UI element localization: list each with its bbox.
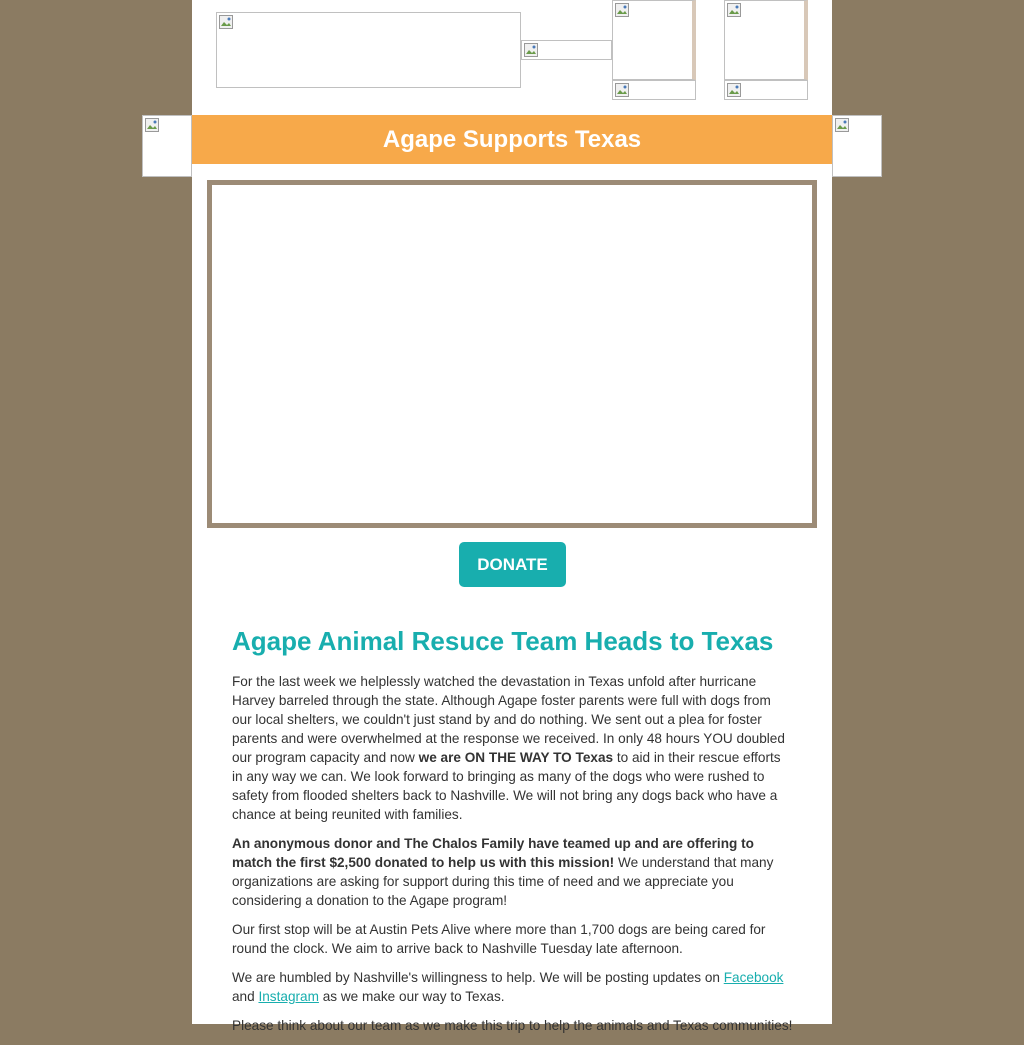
article-paragraph-3: Our first stop will be at Austin Pets Alive where more than 1,700 dogs are being cared for round the clock. We aim to arrive back to Nashville Tuesday late afternoon. bbox=[232, 922, 766, 956]
facebook-link[interactable]: Facebook bbox=[723, 970, 784, 985]
broken-image-icon bbox=[145, 118, 159, 132]
video-embed[interactable] bbox=[207, 180, 817, 528]
broken-image-icon bbox=[615, 83, 629, 97]
article-heading: Agape Animal Resuce Team Heads to Texas bbox=[232, 626, 774, 656]
broken-image-icon bbox=[727, 3, 741, 17]
header-logo-image[interactable] bbox=[216, 12, 521, 88]
banner-right-ribbon bbox=[832, 115, 882, 177]
broken-image-icon bbox=[615, 3, 629, 17]
header-caption-2[interactable] bbox=[724, 80, 808, 100]
instagram-link[interactable]: Instagram bbox=[258, 989, 319, 1004]
article-paragraph-2: An anonymous donor and The Chalos Family have teamed up and are offering to match the first $2,500 donated to help us with this mission! We understand that many organizations are asking for support during this time of need and we appreciate you considering a donation to the Agape program! bbox=[232, 836, 774, 908]
article-paragraph-4: We are humbled by Nashville's willingness to help. We will be posting updates on Facebook and Instagram as we make our way to Texas. bbox=[232, 970, 784, 1004]
donate-button[interactable]: DONATE bbox=[459, 542, 566, 587]
header-photo-1[interactable] bbox=[612, 0, 696, 80]
broken-image-icon bbox=[727, 83, 741, 97]
banner-title: Agape Supports Texas bbox=[192, 115, 832, 164]
banner-left-ribbon bbox=[142, 115, 192, 177]
broken-image-icon bbox=[835, 118, 849, 132]
header-caption-1[interactable] bbox=[612, 80, 696, 100]
header-photo-2[interactable] bbox=[724, 0, 808, 80]
broken-image-icon bbox=[524, 43, 538, 57]
broken-image-icon bbox=[219, 15, 233, 29]
article-paragraph-1: For the last week we helplessly watched the devastation in Texas unfold after hurricane Harvey barreled through the state. Although Agape foster parents were full with dogs from our local shelters, we couldn't just stand by and do nothing. We sent out a plea for foster parents and were overwhelmed at the response we received. In only 48 hours YOU doubled our program capacity and now we are ON THE WAY TO Texas to aid in their rescue efforts in any way we can. We look forward to bringing as many of the dogs who were rushed to safety from flooded shelters back to Nashville. We will not bring any dogs back who have a chance at being reunited with families. bbox=[232, 674, 785, 822]
article-paragraph-5: Please think about our team as we make this trip to help the animals and Texas communities! bbox=[232, 1018, 793, 1033]
article-content bbox=[232, 624, 794, 1045]
header-tagline-image bbox=[521, 40, 612, 60]
